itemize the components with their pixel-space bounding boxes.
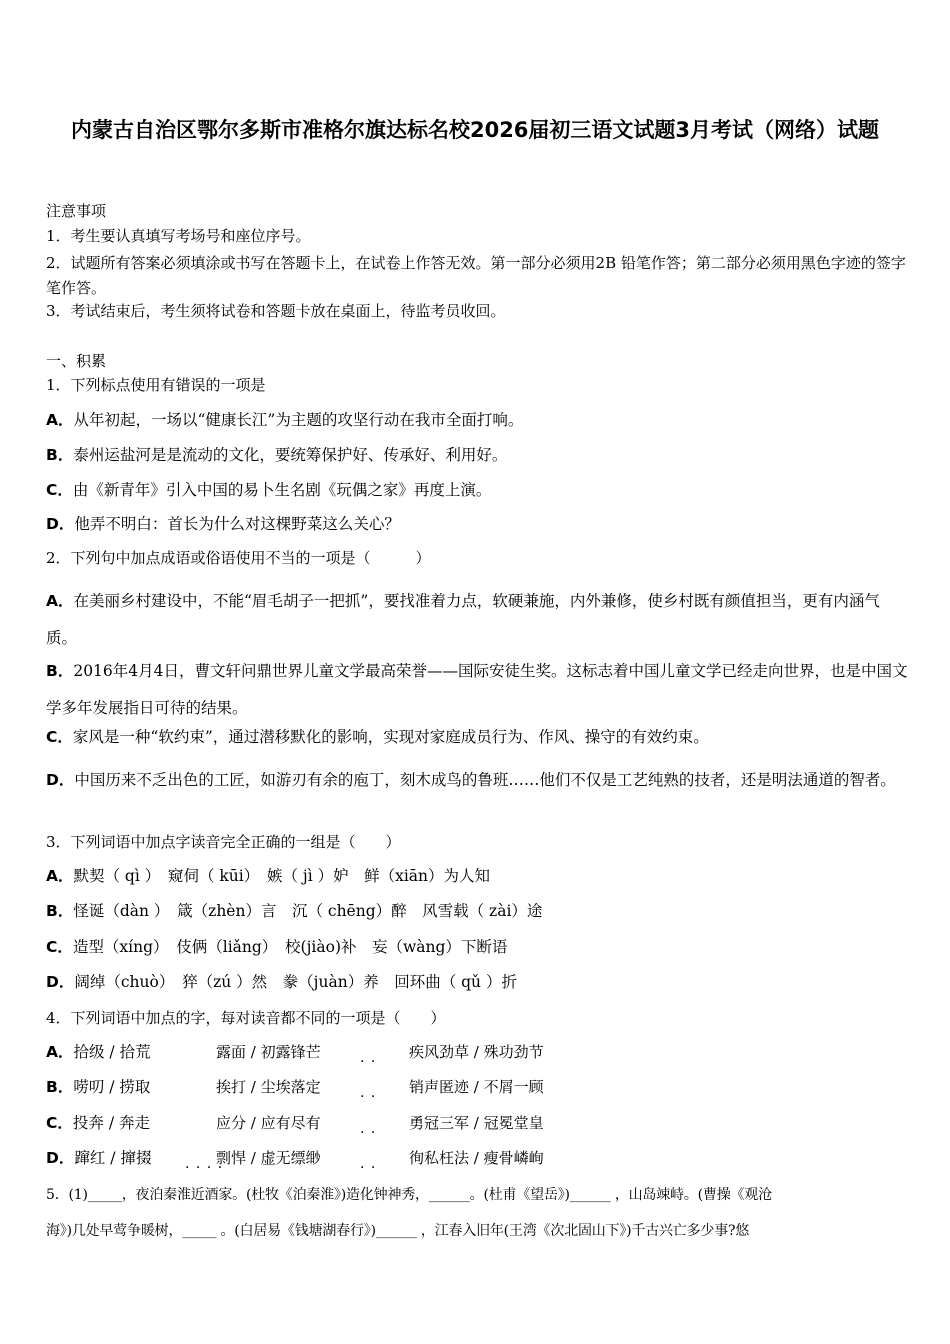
q1-option-b — [46, 445, 507, 465]
emphasis-dots: . . . . — [185, 1156, 224, 1172]
q4-option-b-col3: 销声匿迹 / 不屑一顾 — [409, 1078, 544, 1096]
q1-option-a — [46, 410, 523, 430]
q3-option-c — [46, 937, 507, 957]
q5-line-2: 海》)几处早莺争暖树，_____ 。(白居易《钱塘湖春行》)______ ，江春入旧年(王湾《次北固山下》)千古兴亡多少事?悠 — [46, 1223, 750, 1239]
q2-option-c — [46, 727, 709, 747]
option-text: 2016年4月4日，曹文轩问鼎世界儿童文学最高荣誉——国际安徒生奖。这标志着中国儿童文学已经走向世界，也是中国文学多年发展指日可待的结果。 — [46, 662, 908, 717]
q3-option-d — [46, 972, 517, 992]
q4-option-c-col3: 勇冠三军 / 冠冕堂皇 — [409, 1114, 544, 1132]
option-label: B． — [46, 662, 74, 680]
q5-line-1: 5．(1)_____，夜泊秦淮近酒家。(杜牧《泊秦淮》)造化钟神秀，______。(杜甫《望岳》)______ ，山岛竦峙。(曹操《观沧 — [46, 1187, 772, 1203]
option-label: B． — [46, 1078, 74, 1096]
option-label: D． — [46, 1149, 75, 1167]
q3-option-b — [46, 901, 542, 921]
option-col1: 唠叨 / 捞取 — [73, 1078, 151, 1096]
option-text: 由《新青年》引入中国的易卜生名剧《玩偶之家》再度上演。 — [72, 481, 492, 499]
q1-option-d — [46, 514, 400, 534]
option-label: A． — [46, 411, 74, 429]
notice-item-1: 1．考生要认真填写考场号和座位序号。 — [46, 227, 311, 245]
q4-option-d-col3: 徇私枉法 / 瘦骨嶙峋 — [409, 1149, 544, 1167]
q4-option-b-col2: 挨打 / 尘埃落定 — [216, 1078, 321, 1096]
option-text: 他弄不明白：首长为什么对这棵野菜这么关心？ — [74, 515, 400, 533]
option-text: 泰州运盐河是是流动的文化，要统筹保护好、传承好、利用好。 — [73, 446, 508, 464]
option-label: D． — [46, 973, 75, 991]
q2-stem: 2．下列句中加点成语或俗语使用不当的一项是（ ） — [46, 549, 431, 567]
notice-item-3: 3．考试结束后，考生须将试卷和答题卡放在桌面上，待监考员收回。 — [46, 302, 506, 320]
q4-option-c-col2: 应分 / 应有尽有 — [216, 1114, 321, 1132]
option-text: 中国历来不乏出色的工匠，如游刃有余的庖丁，刻木成鸟的鲁班……他们不仅是工艺纯熟的技者，还是明法通道的智者。 — [74, 771, 896, 789]
q2-option-d — [46, 762, 908, 799]
q4-option-c-label — [46, 1113, 150, 1133]
q4-option-b-label — [46, 1077, 150, 1097]
option-col1: 蹿红 / 撺掇 — [74, 1149, 152, 1167]
q2-option-a — [46, 583, 908, 657]
notice-heading: 注意事项 — [46, 202, 107, 220]
option-text: 家风是一种“软约束”，通过潜移默化的影响，实现对家庭成员行为、作风、操守的有效约束。 — [72, 728, 709, 746]
option-label: C． — [46, 1114, 73, 1132]
q4-option-a-col3: 疾风劲草 / 殊功劲节 — [409, 1043, 544, 1061]
q4-option-d-col2: 剽悍 / 虚无缥缈 — [216, 1149, 321, 1167]
emphasis-dots: . . — [360, 1085, 377, 1101]
q4-stem: 4．下列词语中加点的字，每对读音都不同的一项是（ ） — [46, 1009, 446, 1027]
q4-option-d-label — [46, 1148, 151, 1168]
q3-option-a — [46, 866, 490, 886]
option-label: A． — [46, 867, 74, 885]
q1-stem: 1．下列标点使用有错误的一项是 — [46, 376, 266, 394]
section-heading: 一、积累 — [46, 352, 107, 370]
option-text: 默契（ qì ） 窥伺（ kūi） 嫉（ jì ）妒 鲜（xiān）为人知 — [73, 867, 491, 885]
option-text: 在美丽乡村建设中，不能“眉毛胡子一把抓”，要找准着力点，软硬兼施，内外兼修，使乡村既有颜值担当，更有内涵气质。 — [46, 592, 880, 647]
option-text: 怪诞（dàn ） 箴（zhèn）言 沉（ chēng）醉 风雪载（ zài）途 — [73, 902, 543, 920]
page-title: 内蒙古自治区鄂尔多斯市准格尔旗达标名校2026届初三语文试题3月考试（网络）试题 — [70, 118, 880, 142]
notice-item-2: 2．试题所有答案必须填涂或书写在答题卡上，在试卷上作答无效。第一部分必须用2B 铅笔作答；第二部分必须用黑色字迹的签字笔作答。 — [46, 254, 906, 297]
q4-option-a-label — [46, 1042, 151, 1062]
option-label: D． — [46, 771, 75, 789]
q1-option-c — [46, 480, 491, 500]
option-label: A． — [46, 1043, 74, 1061]
option-text: 从年初起，一场以“健康长江”为主题的攻坚行动在我市全面打响。 — [73, 411, 524, 429]
option-col1: 投奔 / 奔走 — [72, 1114, 150, 1132]
option-label: B． — [46, 902, 74, 920]
option-label: D． — [46, 515, 75, 533]
q2-option-b — [46, 653, 908, 727]
option-label: A． — [46, 592, 74, 610]
emphasis-dots: . . — [360, 1050, 377, 1066]
option-col1: 拾级 / 拾荒 — [73, 1043, 151, 1061]
option-label: B． — [46, 446, 74, 464]
option-text: 造型（xíng） 伎俩（liǎng） 校(jiào)补 妄（wàng）下断语 — [72, 938, 508, 956]
q4-option-a-col2: 露面 / 初露锋芒 — [216, 1043, 321, 1061]
option-label: C． — [46, 938, 73, 956]
emphasis-dots: . . — [360, 1121, 377, 1137]
emphasis-dots: . . — [360, 1156, 377, 1172]
q3-stem: 3．下列词语中加点字读音完全正确的一组是（ ） — [46, 833, 401, 851]
option-label: C． — [46, 728, 73, 746]
option-text: 阔绰（chuò） 猝（zú ）然 豢（juàn）养 回环曲（ qǔ ）折 — [74, 973, 517, 991]
option-label: C． — [46, 481, 73, 499]
